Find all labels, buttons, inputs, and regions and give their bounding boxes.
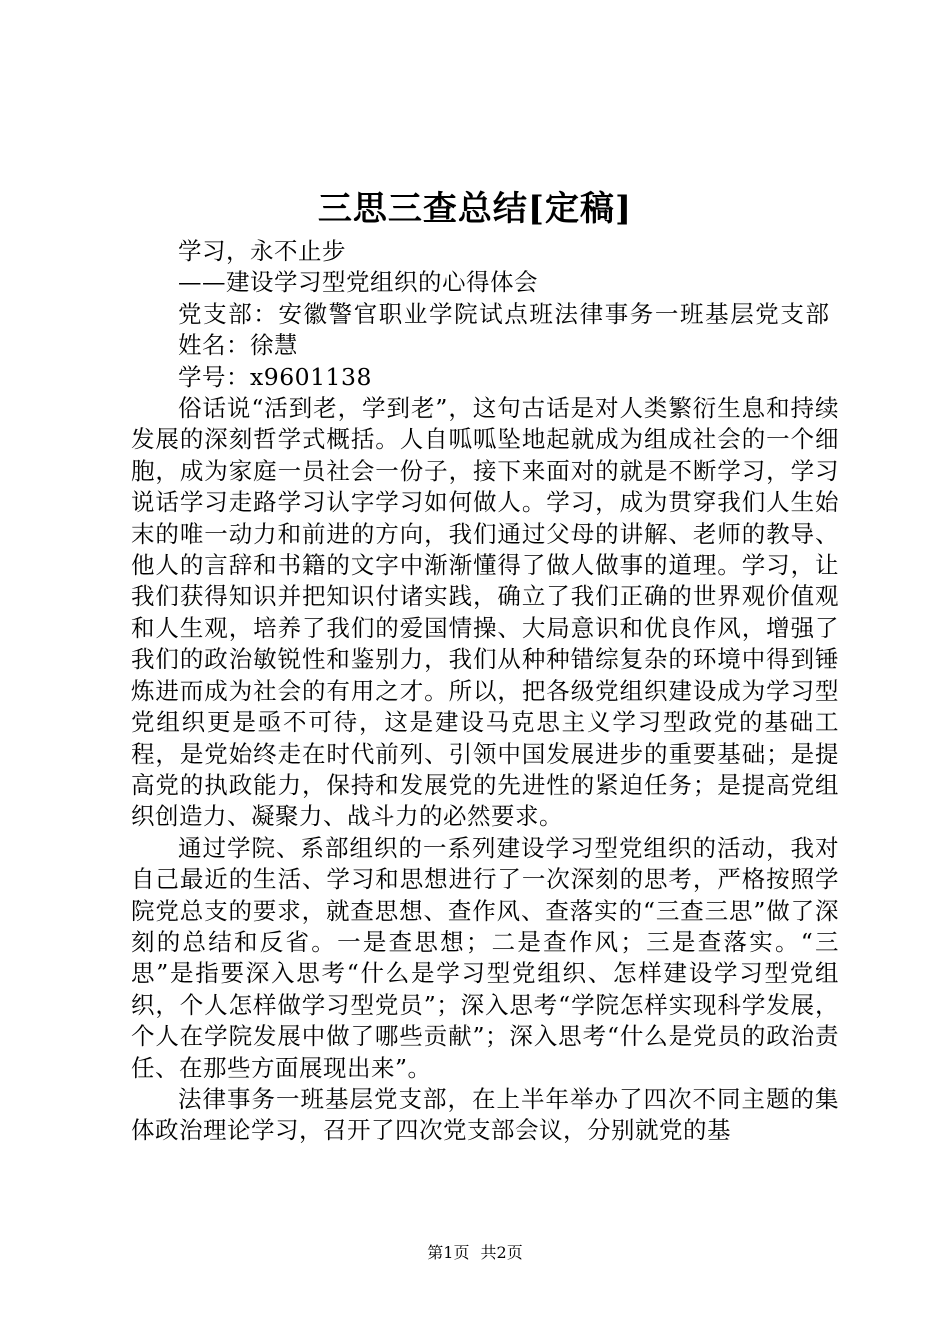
essay-subheading: ——建设学习型党组织的心得体会 bbox=[178, 268, 538, 297]
student-id-line: 学号：x9601138 bbox=[178, 362, 372, 391]
page-total: 共2页 bbox=[480, 1243, 523, 1262]
body-paragraph: 俗话说“活到老，学到老”，这句古话是对人类繁衍生息和持续发展的深刻哲学式概括。人自呱呱坠地起就成为组成社会的一个细胞，成为家庭一员社会一份子，接下来面对的就是不断学习，学习说话学习走路学习认字学习如何做人。学习，成为贯穿我们人生始末的唯一动力和前进的方向，我们通过父母的讲解、老师的教导、他人的言辞和书籍的文字中渐渐懂得了做人做事的道理。学习，让我们获得知识并把知识付诸实践，确立了我们正确的世界观价值观和人生观，培养了我们的爱国情操、大局意识和优良作风，增强了我们的政治敏锐性和鉴别力，我们从种种错综复杂的环境中得到锤炼进而成为社会的有用之才。所以，把各级党组织建设成为学习型党组织更是亟不可待，这是建设马克思主义学习型政党的基础工程，是党始终走在时代前列、引领中国发展进步的重要基础；是提高党的执政能力，保持和发展党的先进性的紧迫任务；是提高党组织创造力、凝聚力、战斗力的必然要求。 bbox=[131, 394, 839, 831]
party-branch-line: 党支部：安徽警官职业学院试点班法律事务一班基层党支部 bbox=[178, 299, 831, 328]
page-number: 第1页 bbox=[427, 1243, 470, 1262]
body-paragraph: 法律事务一班基层党支部，在上半年举办了四次不同主题的集体政治理论学习，召开了四次党支部会议，分别就党的基 bbox=[131, 1084, 839, 1145]
document-body bbox=[131, 236, 839, 1147]
page-footer bbox=[0, 1241, 950, 1265]
document-title: 三思三查总结[定稿] bbox=[317, 189, 633, 229]
essay-heading: 学习，永不止步 bbox=[178, 237, 346, 265]
author-name-line: 姓名：徐慧 bbox=[178, 331, 298, 360]
body-paragraph: 通过学院、系部组织的一系列建设学习型党组织的活动，我对自己最近的生活、学习和思想进行了一次深刻的思考，严格按照学院党总支的要求，就查思想、查作风、查落实的“三查三思”做了深刻的总结和反省。一是查思想；二是查作风；三是查落实。“三思”是指要深入思考“什么是学习型党组织、怎样建设学习型党组织，个人怎样做学习型党员”；深入思考“学院怎样实现科学发展，个人在学院发展中做了哪些贡献”；深入思考“什么是党员的政治责任、在那些方面展现出来”。 bbox=[131, 833, 839, 1082]
